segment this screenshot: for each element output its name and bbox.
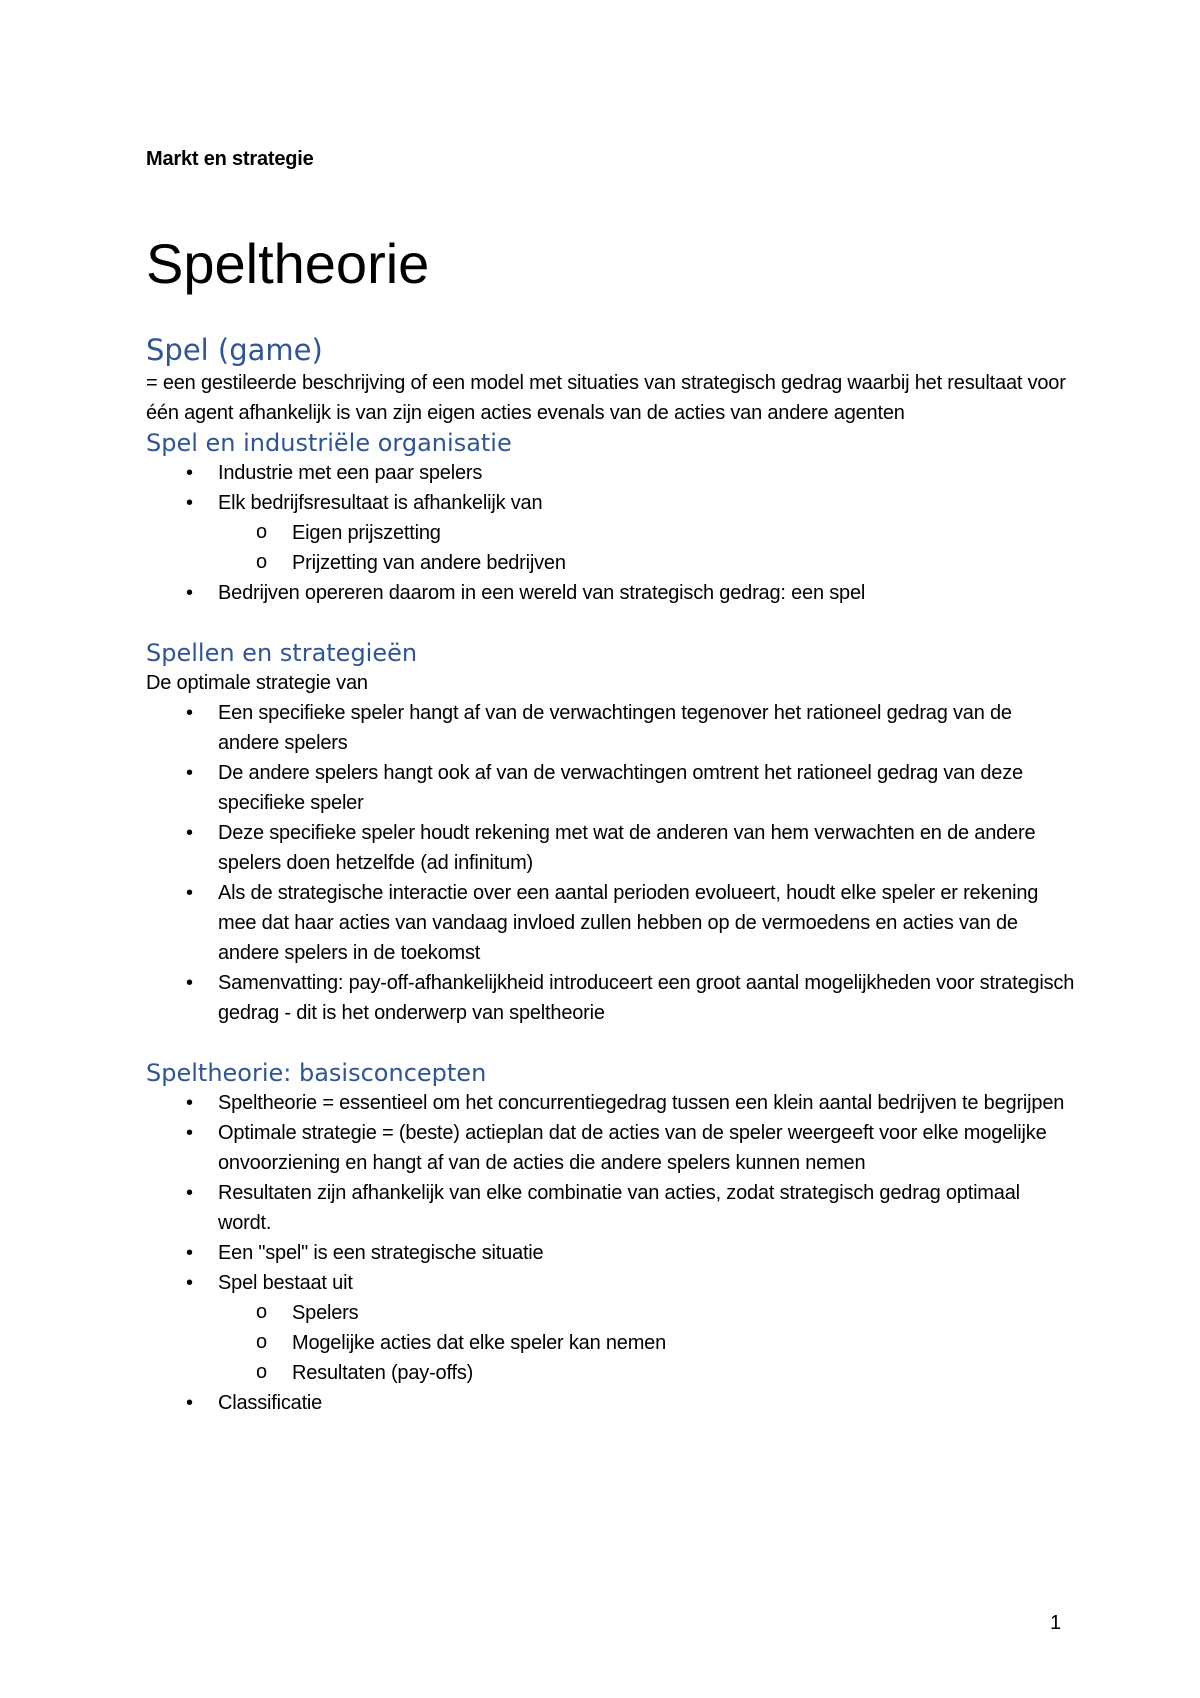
sub-list-item: o Mogelijke acties dat elke speler kan nemen (146, 1328, 1076, 1358)
list-item: • Classificatie (146, 1388, 1076, 1418)
heading-strategieen: Spellen en strategieën (146, 639, 418, 668)
list-item: • Bedrijven opereren daarom in een wereld van strategisch gedrag: een spel (146, 578, 1076, 608)
list-item: • Resultaten zijn afhankelijk van elke combinatie van acties, zodat strategisch gedrag optimaal wordt. (146, 1178, 1076, 1238)
list-item: • Spel bestaat uit (146, 1268, 1076, 1298)
strategieen-intro: De optimale strategie van (146, 672, 368, 695)
page-number: 1 (1050, 1612, 1062, 1634)
spacer (146, 1028, 1076, 1058)
heading-industrie: Spel en industriële organisatie (146, 429, 512, 458)
list-item: • Een "spel" is een strategische situatie (146, 1238, 1076, 1268)
document-body (146, 332, 1076, 1418)
heading-basisconcepten: Speltheorie: basisconcepten (146, 1059, 487, 1088)
industrie-list (146, 458, 1076, 608)
sub-list-item: o Prijzetting van andere bedrijven (146, 548, 1076, 578)
spacer (146, 608, 1076, 638)
list-item: • Industrie met een paar spelers (146, 458, 1076, 488)
sub-list-item: o Eigen prijszetting (146, 518, 1076, 548)
heading-spel: Spel (game) (146, 333, 323, 367)
basis-list (146, 1088, 1076, 1418)
sub-list-item: o Resultaten (pay-offs) (146, 1358, 1076, 1388)
list-item: • De andere spelers hangt ook af van de verwachtingen omtrent het rationeel gedrag van deze specifieke speler (146, 758, 1076, 818)
list-item: • Samenvatting: pay-off-afhankelijkheid introduceert een groot aantal mogelijkheden voor strategisch gedrag - dit is het onderwerp van speltheorie (146, 968, 1076, 1028)
list-item: • Speltheorie = essentieel om het concurrentiegedrag tussen een klein aantal bedrijven te begrijpen (146, 1088, 1076, 1118)
sub-list-item: o Spelers (146, 1298, 1076, 1328)
spel-definition: = een gestileerde beschrijving of een model met situaties van strategisch gedrag waarbij het resultaat voor één agent afhankelijk is van zijn eigen acties evenals van de acties van andere agenten (146, 372, 1066, 425)
list-item: • Elk bedrijfsresultaat is afhankelijk van (146, 488, 1076, 518)
list-item: • Een specifieke speler hangt af van de verwachtingen tegenover het rationeel gedrag van de andere spelers (146, 698, 1076, 758)
list-item: • Als de strategische interactie over een aantal perioden evolueert, houdt elke speler er rekening mee dat haar acties van vandaag invloed zullen hebben op de vermoedens en acties van de andere spelers in de toekomst (146, 878, 1076, 968)
list-item: • Optimale strategie = (beste) actieplan dat de acties van de speler weergeeft voor elke mogelijke onvoorziening en hangt af van de acties die andere spelers kunnen nemen (146, 1118, 1076, 1178)
document-header: Markt en strategie (146, 148, 314, 170)
list-item: • Deze specifieke speler houdt rekening met wat de anderen van hem verwachten en de andere spelers doen hetzelfde (ad infinitum) (146, 818, 1076, 878)
strategieen-list (146, 698, 1076, 1028)
document-title: Speltheorie (146, 232, 430, 295)
